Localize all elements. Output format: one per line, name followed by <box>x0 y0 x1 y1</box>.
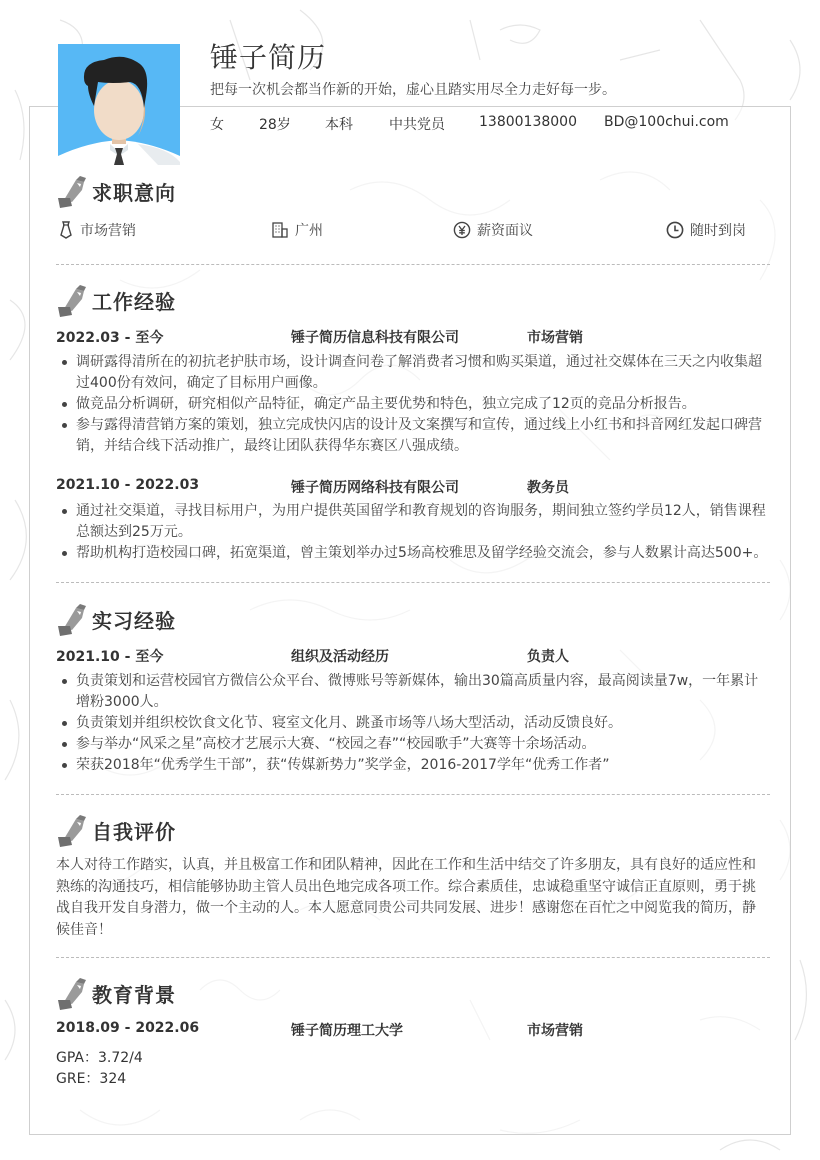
intern-bullets <box>58 671 768 776</box>
intent-salary <box>453 220 533 240</box>
intent-city <box>271 220 323 240</box>
intern-org: 组织及活动经历 <box>291 649 389 665</box>
divider <box>56 264 770 265</box>
section-title: 工作经验 <box>92 289 176 314</box>
intent-label: 广州 <box>295 223 323 239</box>
section-title: 求职意向 <box>92 180 176 205</box>
section-title: 自我评价 <box>92 819 176 844</box>
list-item: 参与举办“风采之星”高校才艺展示大赛、“校园之春”“校园歌手”大赛等十余场活动。 <box>58 734 768 755</box>
list-item: 参与露得清营销方案的策划，独立完成快闪店的设计及文案撰写和宣传，通过线上小红书和抖音网红发起口碑营销，并结合线下活动推广，最终让团队获得华东赛区八强成绩。 <box>58 415 768 457</box>
email: BD@100chui.com <box>604 114 729 130</box>
intent-label: 市场营销 <box>80 223 136 239</box>
tie-icon <box>58 221 74 239</box>
list-item: 通过社交渠道，寻找目标用户，为用户提供英国留学和教育规划的咨询服务，期间独立签约学员12人，销售课程总额达到25万元。 <box>58 501 768 543</box>
edu-gpa: GPA：3.72/4 <box>56 1050 143 1066</box>
section-job-intent <box>56 173 176 209</box>
list-item: 做竞品分析调研，研究相似产品特征，确定产品主要优势和特色，独立完成了12页的竞品分析报告。 <box>58 394 768 415</box>
work-company: 锤子简历信息科技有限公司 <box>291 330 459 346</box>
section-self-evaluation <box>56 812 176 848</box>
intern-period: 2021.10 - 至今 <box>56 649 164 665</box>
candidate-name: 锤子简历 <box>210 41 327 74</box>
section-title: 教育背景 <box>92 982 176 1007</box>
gender: 女 <box>210 117 224 133</box>
pen-hand-icon <box>56 283 88 317</box>
clock-icon <box>666 221 684 239</box>
edu-period: 2018.09 - 2022.06 <box>56 1020 200 1036</box>
political-status: 中共党员 <box>389 117 445 133</box>
pen-hand-icon <box>56 174 88 208</box>
work-role: 教务员 <box>527 480 569 496</box>
list-item: 帮助机构打造校园口碑，拓宽渠道，曾主策划举办过5场高校雅思及留学经验交流会，参与人数累计高达500+。 <box>58 543 768 564</box>
divider <box>56 957 770 958</box>
work-role: 市场营销 <box>527 330 583 346</box>
section-internship <box>56 601 176 637</box>
self-evaluation-text: 本人对待工作踏实，认真，并且极富工作和团队精神，因此在工作和生活中结交了许多朋友，具有良好的适应性和熟练的沟通技巧，相信能够协助主管人员出色地完成各项工作。综合素质佳，忠诚稳重坚守诚信正直原则，勇于挑战自我开发自身潜力，做一个主动的人。本人愿意同贵公司共同发展、进步！感谢您在百忙之中阅览我的简历，静候佳音！ <box>56 857 756 938</box>
section-education <box>56 975 176 1011</box>
edu-gre: GRE：324 <box>56 1071 127 1087</box>
work-period: 2021.10 - 2022.03 <box>56 477 200 493</box>
work-bullets <box>58 501 768 564</box>
pen-hand-icon <box>56 976 88 1010</box>
age: 28岁 <box>259 117 291 133</box>
avatar <box>58 44 180 165</box>
building-icon <box>271 221 289 239</box>
motto: 把每一次机会都当作新的开始，虚心且踏实用尽全力走好每一步。 <box>210 82 616 98</box>
section-title: 实习经验 <box>92 608 176 633</box>
work-company: 锤子简历网络科技有限公司 <box>291 480 459 496</box>
pen-hand-icon <box>56 813 88 847</box>
intern-role: 负责人 <box>527 649 569 665</box>
divider <box>56 582 770 583</box>
phone: 13800138000 <box>479 114 577 130</box>
section-work <box>56 282 176 318</box>
edu-major: 市场营销 <box>527 1023 583 1039</box>
list-item: 负责策划并组织校饮食文化节、寝室文化月、跳蚤市场等八场大型活动，活动反馈良好。 <box>58 713 768 734</box>
intent-availability <box>666 220 746 240</box>
avatar-illustration <box>58 44 180 165</box>
degree: 本科 <box>325 117 353 133</box>
work-bullets <box>58 352 768 457</box>
edu-school: 锤子简历理工大学 <box>291 1023 403 1039</box>
list-item: 荣获2018年“优秀学生干部”，获“传媒新势力”奖学金，2016-2017学年“优秀工作者” <box>58 755 768 776</box>
intent-label: 薪资面议 <box>477 223 533 239</box>
list-item: 调研露得清所在的初抗老护肤市场，设计调查问卷了解消费者习惯和购买渠道，通过社交媒体在三天之内收集超过400份有效问，确定了目标用户画像。 <box>58 352 768 394</box>
work-period: 2022.03 - 至今 <box>56 330 164 346</box>
divider <box>56 794 770 795</box>
intent-position <box>58 220 136 240</box>
pen-hand-icon <box>56 602 88 636</box>
intent-label: 随时到岗 <box>690 223 746 239</box>
yen-icon <box>453 221 471 239</box>
list-item: 负责策划和运营校园官方微信公众平台、微博账号等新媒体，输出30篇高质量内容，最高阅读量7w，一年累计增粉3000人。 <box>58 671 768 713</box>
